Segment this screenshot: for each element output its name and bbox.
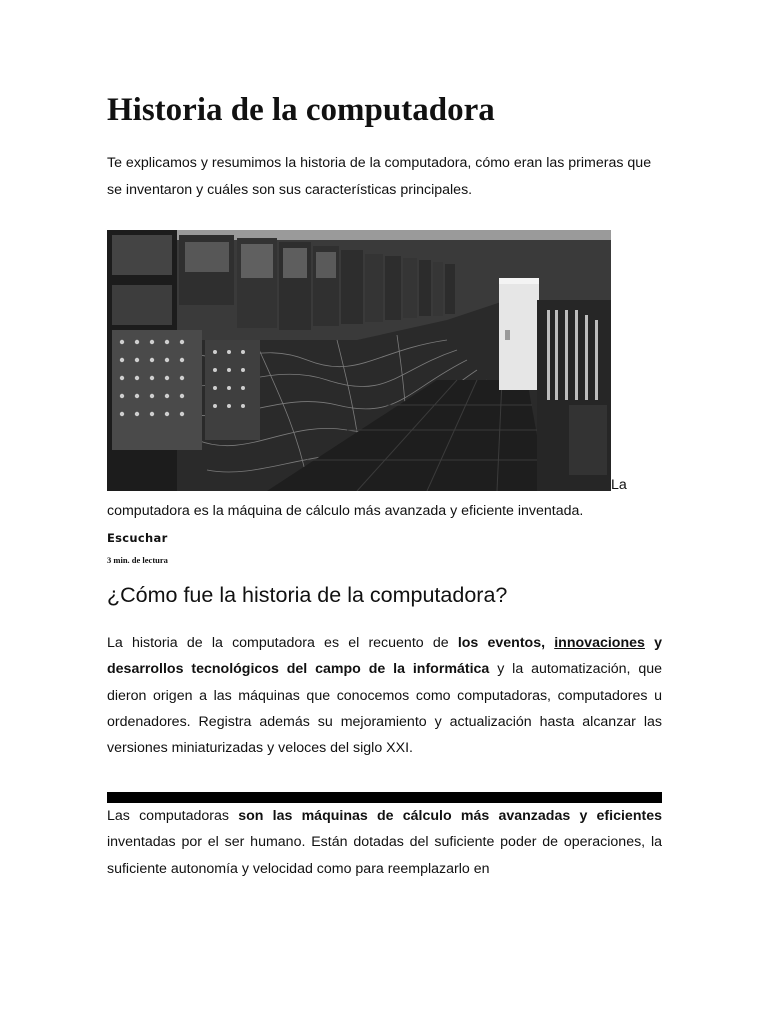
para2-text-2: inventadas por el ser humano. Están dotadas del suficiente poder de operaciones, la suficiente autonomía y velocidad como para reemplazarlo en (107, 834, 662, 877)
listen-button[interactable]: Escuchar (107, 531, 168, 545)
innovaciones-link[interactable]: innovaciones (554, 635, 645, 651)
para1-text-1: La historia de la computadora es el recuento de (107, 635, 458, 651)
image-caption: computadora es la máquina de cálculo más avanzada y eficiente inventada. (107, 503, 584, 519)
reading-time: 3 min. de lectura (107, 555, 168, 565)
page-title: Historia de la computadora (107, 92, 495, 128)
para2-text-1: Las computadoras (107, 808, 239, 824)
computer-room-photo (107, 230, 611, 491)
section-divider (107, 792, 662, 803)
definition-paragraph (107, 803, 662, 882)
history-paragraph (107, 630, 662, 761)
image-caption-start: La (611, 477, 627, 493)
para1-bold-2: y desarrollos tecnológicos del campo de la informática (107, 635, 662, 678)
para1-bold-1: los eventos, (457, 635, 555, 651)
para1-text-2: y la automatización, que dieron origen a las máquinas que conocemos como computadoras, computadores u ordenadores. Registra además su mejoramiento y actualización hasta alcanzar las versiones miniaturizadas y veloces del siglo XXI. (107, 661, 662, 757)
intro-paragraph: Te explicamos y resumimos la historia de la computadora, cómo eran las primeras que se inventaron y cuáles son sus características principales. (107, 155, 652, 198)
article-figure (107, 230, 667, 491)
para2-bold-1: son las máquinas de cálculo más avanzadas y eficientes (238, 808, 662, 824)
section-heading: ¿Cómo fue la historia de la computadora? (107, 583, 508, 607)
